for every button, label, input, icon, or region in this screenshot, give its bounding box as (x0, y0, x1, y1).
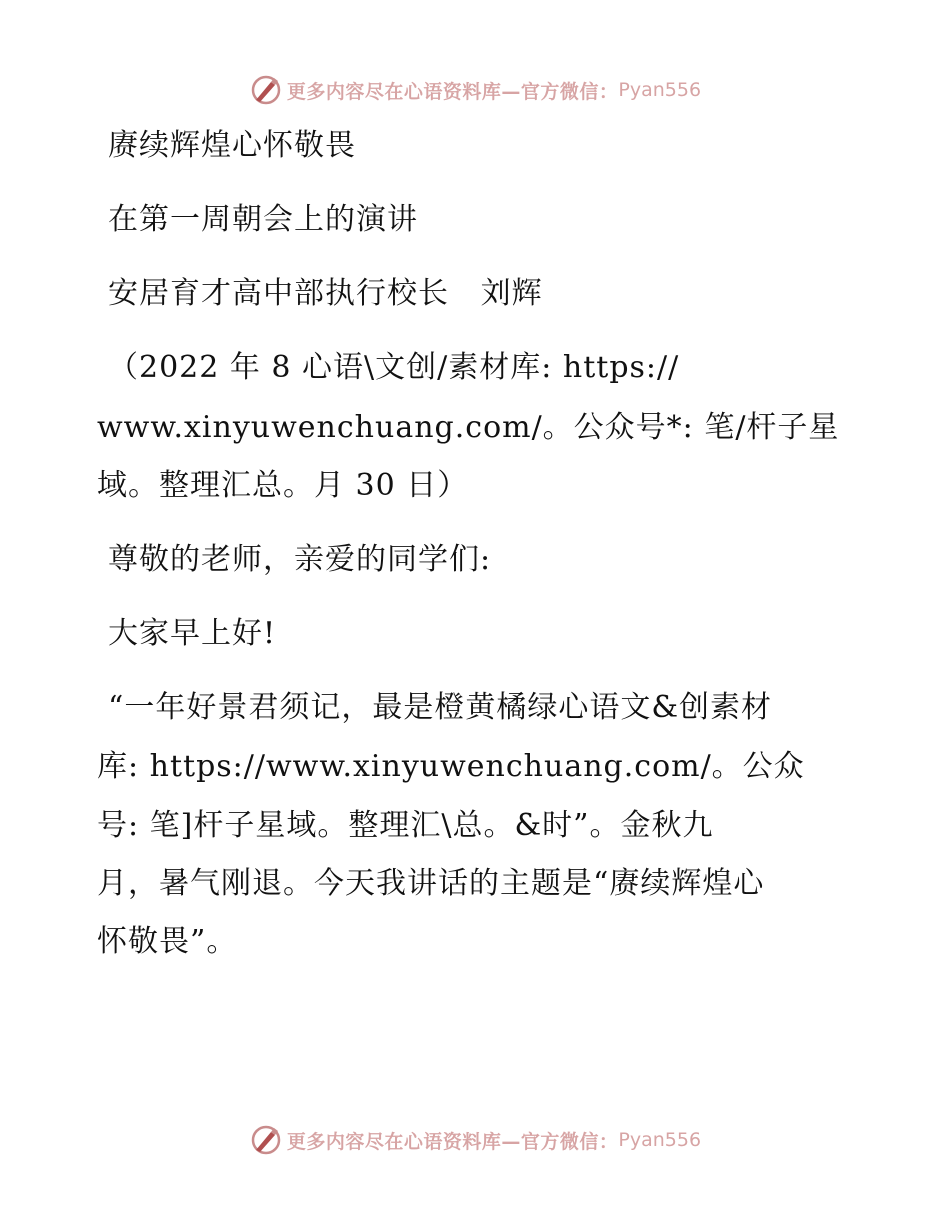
body-line: 月，暑气刚退。今天我讲话的主题是“赓续辉煌心 (97, 866, 765, 901)
watermark-text: 更多内容尽在心语资料库—官方微信： (286, 80, 619, 103)
body-line: 怀敬畏”。 (97, 924, 238, 959)
note-line: 域。整理汇总。月 30 日） (97, 468, 469, 503)
body-line: “一年好景君须记，最是橙黄橘绿心语文&创素材 (108, 690, 773, 725)
note-line: www.xinyuwenchuang.com/。公众号*: 笔/杆子星 (97, 410, 840, 445)
greeting: 大家早上好! (108, 616, 277, 651)
doc-title: 赓续辉煌心怀敬畏 (108, 128, 356, 163)
watermark-wechat: Pyan556 (618, 1129, 702, 1151)
doc-subtitle: 在第一周朝会上的演讲 (108, 202, 418, 237)
watermark-footer (0, 1120, 950, 1160)
watermark-header (0, 70, 950, 110)
salutation: 尊敬的老师，亲爱的同学们: (108, 542, 492, 577)
note-line: （2022 年 8 心语\文创/素材库: https:// (108, 350, 680, 385)
pen-logo-icon (249, 73, 283, 107)
watermark-text: 更多内容尽在心语资料库—官方微信： (286, 1130, 619, 1153)
watermark-wechat: Pyan556 (618, 79, 702, 101)
pen-logo-icon (249, 1123, 283, 1157)
body-line: 号: 笔]杆子星域。整理汇\总。&时”。金秋九 (97, 808, 714, 843)
doc-author: 安居育才高中部执行校长 刘辉 (108, 276, 543, 311)
body-line: 库: https://www.xinyuwenchuang.com/。公众 (97, 749, 805, 784)
